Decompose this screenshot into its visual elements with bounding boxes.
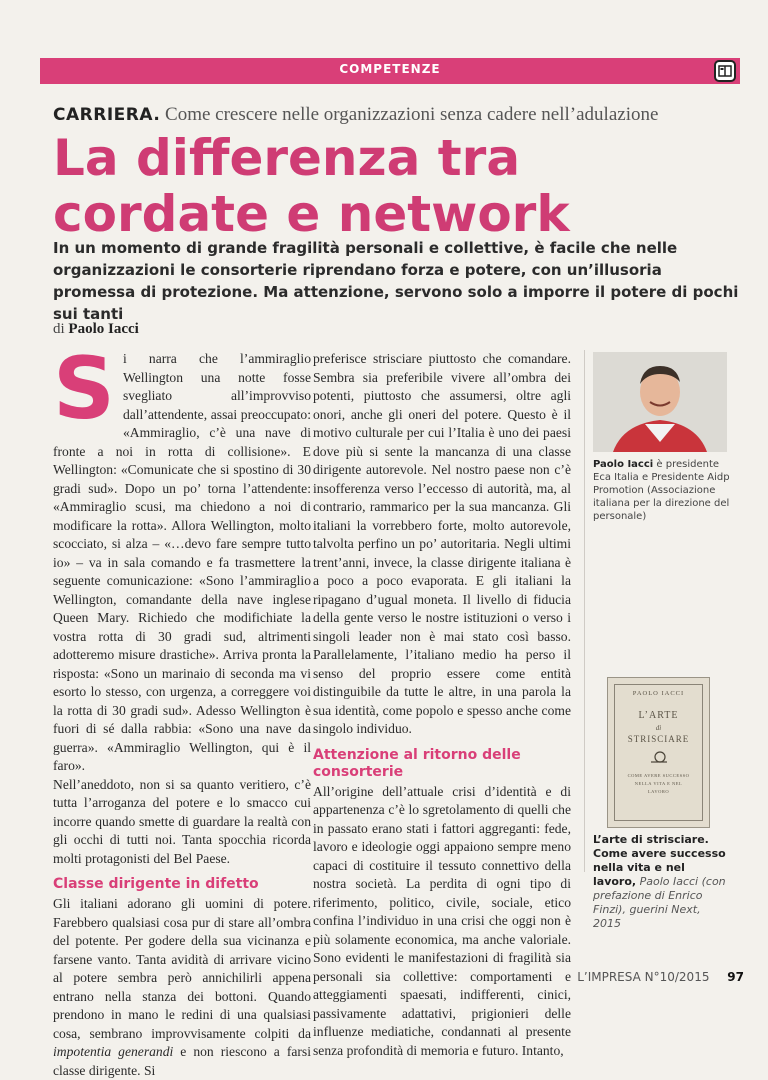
paragraph: Gli italiani adorano gli uomini di potere. Farebbero qualsiasi cosa pur di stare all’ombra del potente. Per godere della sua vicinanza e farsene vanto. Tanta avidità di arrivare vicino al potere sembra però annichilirli appena entrano nella stanza dei bottoni. Quando prendono in mano le redini di una qualsiasi cosa, sembrano improvvisamente colpiti da impotentia generandi e non riescono a farsi classe dirigente. Si xyxy=(53,896,311,1078)
snail-icon xyxy=(649,750,669,764)
article-column-1 xyxy=(53,339,311,1080)
article-column-2 xyxy=(313,350,571,1060)
page-number: 97 xyxy=(727,970,744,984)
author-caption-text: è presidente Eca Italia e Presidente Aidp Promotion (Associazione italiana per la direzione del personale) xyxy=(593,459,730,522)
paragraph: preferisce strisciare piuttosto che comandare. Sembra sia preferibile vivere all’ombra dei potenti, piuttosto che assumersi, oltre agli onori, anche gli oneri del potere. Questo è il motivo culturale per cui l’Italia è uno dei paesi dove più si sente la mancanza di una classe dirigente autorevole. Nel nostro paese non c’è insofferenza verso l’eccesso di autorità, ma, al contrario, rammarico per la sua mancanza. Gli italiani la vorrebbero forte, molto autorevole, talvolta perfino un po’ autoritaria. Negli ultimi trent’anni, invece, la classe dirigente italiana è a poco a poco evaporata. E gli italiani la ripagano d’ugual moneta. Il livello di fiducia della gente verso le nostre istituzioni o verso i singoli leader non è mai stato così basso. Parallelamente, l’italiano medio ha perso il senso del proprio essere come entità distinguibile da tutte le altre, in una parola la sua identità, come popolo e spesso anche come singolo individuo. xyxy=(313,351,571,736)
book-title-line3: STRISCIARE xyxy=(627,734,690,744)
standfirst: In un momento di grande fragilità personali e collettive, è facile che nelle organizzazioni le consorterie riprendano forza e potere, con un’illusoria promessa di protezione. Ma attenzione, servono solo a imporre il potere di pochi sui tanti xyxy=(53,239,739,323)
page-footer xyxy=(577,970,744,984)
byline-author: Paolo Iacci xyxy=(68,321,139,337)
book-title-line1: L’ARTE xyxy=(638,710,679,721)
article-title: La differenza tra cordate e network xyxy=(53,129,570,243)
section-header-bar xyxy=(40,58,740,84)
italic-phrase: impotentia generandi xyxy=(53,1044,174,1059)
book-author: PAOLO IACCI xyxy=(632,690,685,697)
drop-cap: S xyxy=(53,339,115,439)
book-caption-title: L’arte di strisciare. Come avere successo nella vita e nel lavoro, xyxy=(593,833,726,888)
column-divider xyxy=(584,350,585,872)
kicker-text: Come crescere nelle organizzazioni senza cadere nell’adulazione xyxy=(165,104,659,125)
book-subtitle: COME AVERE SUCCESSO NELLA VITA E NEL LAVORO xyxy=(627,773,690,794)
byline-prefix: di xyxy=(53,321,65,337)
issue-label: L’IMPRESA N°10/2015 xyxy=(577,970,710,984)
book-cover xyxy=(607,677,710,828)
author-caption-name: Paolo Iacci xyxy=(593,459,654,470)
kicker xyxy=(53,104,733,126)
subheading: Classe dirigente in difetto xyxy=(53,876,259,892)
subheading: Attenzione al ritorno delle consorterie xyxy=(313,746,521,780)
author-photo xyxy=(593,352,727,452)
paragraph: Nell’aneddoto, non si sa quanto veritiero, c’è tutta l’arroganza del potere e lo smacco cui incorre quando smette di guardare la realtà con gli occhi di tutti noi. Tanta spocchia ricorda molti protagonisti del Bel Paese. xyxy=(53,776,311,866)
kicker-tag: CARRIERA. xyxy=(53,105,161,125)
paragraph: i narra che l’ammiraglio Wellington una notte fosse svegliato all’improvviso dall’attendente, assai preoccupato: «Ammiraglio, c’è una nave di fronte a noi in rotta di collisione». E Wellington: «Comunicate che si spostino di 30 gradi sud». Dopo un po’ torna l’attendente: «Ammiraglio scusi, ma chiedono a noi di modificare la rotta». Allora Wellington, molto scocciato, si alza – «…devo fare sempre tutto io» – va in sala comando e fa trasmettere la seguente comunicazione: «Sono l’ammiraglio Wellington, comandante della nave inglese Queen Mary. Richiedo che modifichiate la vostra rotta di 30 gradi sud, altrimenti adotteremo misure drastiche». Arriva pronta la risposta: «Sono un marinaio di seconda ma vi esorto lo stesso, con urgenza, a correggere voi la rotta di 30 gradi sud». Adesso Wellington è fuori di sé dalla rabbia: «Sono una nave da guerra». «Ammiraglio Wellington, qui è il faro». xyxy=(53,351,311,773)
section-label: COMPETENZE xyxy=(339,62,441,76)
book-caption-credit: Paolo Iacci (con prefazione di Enrico Finzi), guerini Next, 2015 xyxy=(593,875,726,930)
book-caption xyxy=(593,833,731,931)
paragraph: All’origine dell’attuale crisi d’identità e di appartenenza c’è lo sgretolamento di quelli che in passato erano stati i fattori aggreganti: fede, lavoro e ideologie oggi appaiono sempre meno capaci di costituire il tessuto connettivo della nostra società. La perdita di ogni tipo di riferimento, politico, civile, sociale, etico confina l’individuo in una crisi che oggi non è più solamente economica, ma anche valoriale. Sono evidenti le manifestazioni di fragilità sia personali sia collettive: comportamenti e atteggiamenti spaesati, indifferenti, cinici, passivamente adattativi, prigionieri delle influenze mediatiche, condannati al presente senza profondità di memoria e futuro. Intanto, xyxy=(313,783,571,1058)
book-title-line2: di xyxy=(655,724,662,732)
magazine-section-icon xyxy=(714,60,736,82)
byline xyxy=(53,321,139,338)
author-caption xyxy=(593,458,731,523)
